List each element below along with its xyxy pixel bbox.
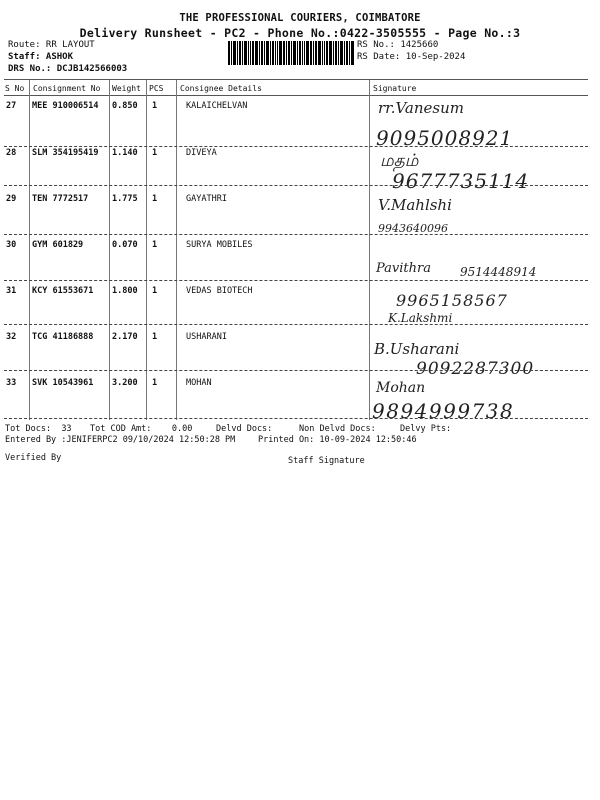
row-pcs: 1 xyxy=(152,378,158,388)
col-divider xyxy=(369,80,370,420)
signature-handwritten xyxy=(372,95,588,153)
col-divider xyxy=(176,80,177,420)
staff-label: Staff: ASHOK xyxy=(8,52,74,62)
row-weight: 1.775 xyxy=(112,194,138,204)
svg-text:V.Mahlshi: V.Mahlshi xyxy=(378,196,452,214)
row-weight: 0.850 xyxy=(112,101,138,111)
row-sno: 27 xyxy=(6,101,17,111)
row-consignment: SLM 354195419 xyxy=(32,148,99,158)
delvd-docs: Delvd Docs: xyxy=(216,424,273,434)
row-sno: 29 xyxy=(6,194,17,204)
runsheet-title: Delivery Runsheet - PC2 - Phone No.:0422-3505555 - Page No.:3 xyxy=(79,26,521,40)
svg-text:K.Lakshmi: K.Lakshmi xyxy=(388,311,453,325)
row-pcs: 1 xyxy=(152,148,158,158)
rs-date: RS Date: 10-Sep-2024 xyxy=(357,52,466,62)
svg-text:rr.Vanesum: rr.Vanesum xyxy=(378,99,464,117)
company-name: THE PROFESSIONAL COURIERS, COIMBATORE xyxy=(179,12,421,24)
row-divider xyxy=(4,280,588,281)
col-divider xyxy=(146,80,147,420)
row-consignee: SURYA MOBILES xyxy=(186,240,253,250)
drs-number: DRS No.: DCJB142566003 xyxy=(8,64,128,74)
col-header-signature: Signature xyxy=(373,84,417,93)
row-consignee: MOHAN xyxy=(186,378,212,388)
signature-handwritten xyxy=(372,284,588,328)
barcode xyxy=(228,41,354,65)
svg-text:Pavithra: Pavithra xyxy=(376,261,431,276)
col-header-consignment: Consignment No xyxy=(33,84,101,93)
row-sno: 30 xyxy=(6,240,17,250)
row-consignment: MEE 910006514 xyxy=(32,101,99,111)
row-consignment: TCG 41186888 xyxy=(32,332,94,342)
printed-on: Printed On: 10-09-2024 12:50:46 xyxy=(258,435,417,445)
row-divider xyxy=(4,234,588,235)
signature-handwritten xyxy=(372,372,588,424)
row-sno: 32 xyxy=(6,332,17,342)
svg-text:9514448914: 9514448914 xyxy=(460,265,537,279)
row-pcs: 1 xyxy=(152,240,158,250)
row-consignee: KALAICHELVAN xyxy=(186,101,248,111)
row-weight: 0.070 xyxy=(112,240,138,250)
svg-text:9092287300: 9092287300 xyxy=(416,359,535,379)
row-weight: 1.800 xyxy=(112,286,138,296)
svg-text:9965158567: 9965158567 xyxy=(396,291,508,310)
row-consignee: DIVEYA xyxy=(186,148,217,158)
tot-cod: Tot COD Amt: 0.00 xyxy=(90,424,193,434)
row-sno: 31 xyxy=(6,286,17,296)
row-sno: 28 xyxy=(6,148,17,158)
row-sno: 33 xyxy=(6,378,17,388)
svg-text:B.Usharani: B.Usharani xyxy=(374,340,460,358)
staff-signature: Staff Signature xyxy=(288,456,365,466)
col-header-weight: Weight xyxy=(112,84,141,93)
route-label: Route: RR LAYOUT xyxy=(8,40,95,50)
row-pcs: 1 xyxy=(152,286,158,296)
table-top-rule xyxy=(4,79,588,80)
row-weight: 3.200 xyxy=(112,378,138,388)
signature-handwritten xyxy=(372,146,588,193)
col-divider xyxy=(29,80,30,420)
row-divider xyxy=(4,185,588,186)
col-divider xyxy=(109,80,110,420)
col-header-pcs: PCS xyxy=(149,84,164,93)
delvy-pts: Delvy Pts: xyxy=(400,424,452,434)
verified-by: Verified By xyxy=(5,453,62,463)
svg-text:மதம்: மதம் xyxy=(380,151,419,171)
row-divider xyxy=(4,370,588,371)
row-pcs: 1 xyxy=(152,194,158,204)
signature-handwritten xyxy=(372,188,588,236)
svg-text:9095008921: 9095008921 xyxy=(376,126,514,150)
entered-by: Entered By :JENIFERPC2 09/10/2024 12:50:28 PM xyxy=(5,435,236,445)
col-header-sno: S No xyxy=(5,84,25,93)
row-weight: 1.140 xyxy=(112,148,138,158)
table-bottom-rule xyxy=(4,418,588,419)
row-divider xyxy=(4,324,588,325)
row-pcs: 1 xyxy=(152,332,158,342)
row-pcs: 1 xyxy=(152,101,158,111)
svg-text:9943640096: 9943640096 xyxy=(378,222,448,235)
row-consignment: KCY 61553671 xyxy=(32,286,94,296)
non-delvd-docs: Non Delvd Docs: xyxy=(299,424,376,434)
row-consignment: SVK 10543961 xyxy=(32,378,94,388)
col-header-consignee: Consignee Details xyxy=(180,84,262,93)
row-consignment: TEN 7772517 xyxy=(32,194,89,204)
tot-docs: Tot Docs: 33 xyxy=(5,424,72,434)
svg-text:Mohan: Mohan xyxy=(376,380,426,396)
signature-handwritten xyxy=(372,248,588,284)
row-consignee: GAYATHRI xyxy=(186,194,227,204)
rs-number: RS No.: 1425660 xyxy=(357,40,439,50)
row-consignment: GYM 601829 xyxy=(32,240,84,250)
row-consignee: USHARANI xyxy=(186,332,227,342)
row-weight: 2.170 xyxy=(112,332,138,342)
svg-text:9677735114: 9677735114 xyxy=(392,169,530,193)
row-consignee: VEDAS BIOTECH xyxy=(186,286,253,296)
svg-text:9894999738: 9894999738 xyxy=(372,399,515,423)
